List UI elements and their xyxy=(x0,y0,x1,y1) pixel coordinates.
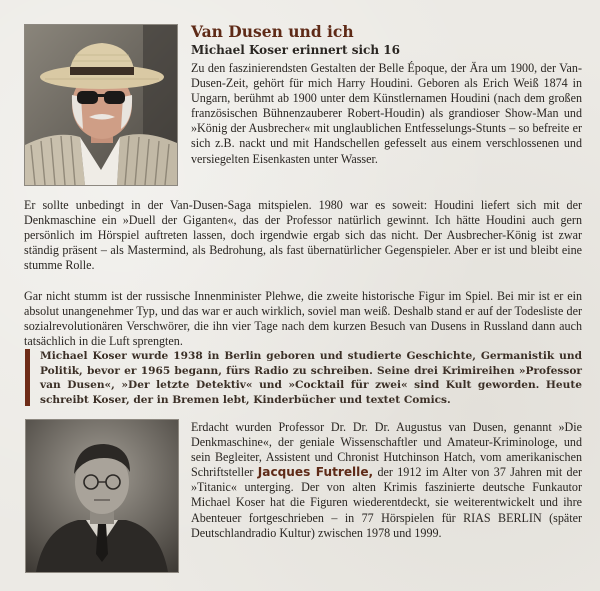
paragraph-futrelle-text-2: der 1912 im Alter von 37 Jahren mit der »Titanic« unterging. Der von alten Krimis faszinierte deutsche Funkautor Michael Koser hat die Figuren wiederentdeckt, sie weiterentwickelt und ihre Abenteuer fortgeschrieben – in 77 Hörspielen für RIAS BERLIN (später Deutschlandradio Kultur) zwischen 1978 und 1999. xyxy=(191,465,583,540)
author-photo xyxy=(24,24,178,186)
author-name-highlight: Jacques Futrelle, xyxy=(257,465,374,480)
paragraph-plehwe: Gar nicht stumm ist der russische Innenminister Plehwe, die zweite historische Figur im Spiel. Bei mir ist er ein absolut unangenehmer Typ, und das war er auch wirklich, soviel man weiß. Deshalb stand er auf der Todesliste der sozialrevolutionären Verschwörer, die ihn vier Tage nach dem kurzen Besuch van Dusens in Russland dann auch tatsächlich in die Luft sprengten. xyxy=(24,289,582,349)
paragraph-futrelle-text-1: Erdacht wurden Professor Dr. Dr. Dr. Augustus van Dusen, genannt »Die Denkmaschine«, der geniale Wissenschaftler und Amateur-Kriminologe, und sein Begleiter, Assistent und Chronist Hutchinson Hatch, vom amerikanischen Schriftsteller xyxy=(191,420,582,480)
page-subtitle: Michael Koser erinnert sich 16 xyxy=(191,43,400,57)
author-bio: Michael Koser wurde 1938 in Berlin geboren und studierte Geschichte, Germanistik und Politik, bevor er 1965 begann, fürs Radio zu schreiben. Seine drei Krimireihen »Professor van Dusen«, »Der letzte Detektiv« und »Cocktail für zwei« sind Kult geworden. Heute schreibt Koser, der in Bremen lebt, Kinderbücher und textet Comics. xyxy=(40,350,582,406)
bio-accent-bar xyxy=(25,349,30,406)
futrelle-portrait xyxy=(25,419,179,573)
page-title: Van Dusen und ich xyxy=(191,22,354,41)
paragraph-futrelle xyxy=(191,420,582,541)
paragraph-van-dusen-saga: Er sollte unbedingt in der Van-Dusen-Saga mitspielen. 1980 war es soweit: Houdini liefert sich mit der Denkmaschine ein »Duell der Giganten«, das der Professor natürlich gewinnt. Ich hätte Houdini auch gern persönlich im Hörspiel auftreten lassen, doch irgendwie ergab sich das nicht. Der Ausbrecher-König ist zwar ständig präsent – als Mastermind, als Bedrohung, als fast übernatürlicher Gegenspieler. Aber er ist und bleibt eine stumme Rolle. xyxy=(24,198,582,273)
paragraph-houdini: Zu den faszinierendsten Gestalten der Belle Époque, der Ära um 1900, der Van-Dusen-Zeit, gehört für mich Harry Houdini. Geboren als Erich Weiß 1874 in Ungarn, berühmt ab 1900 unter dem Künstlernamen Houdini (nach dem großen französischen Bühnenzauberer Robert-Houdin) als grandioser Show-Man und »König der Ausbrecher« mit unglaublichen Entfesselungs-Stunts – so befreite er sich z.B. nackt und mit Handschellen gefesselt aus einem verschlossenen und versiegelten Eisenkasten unter Wasser. xyxy=(191,61,582,166)
